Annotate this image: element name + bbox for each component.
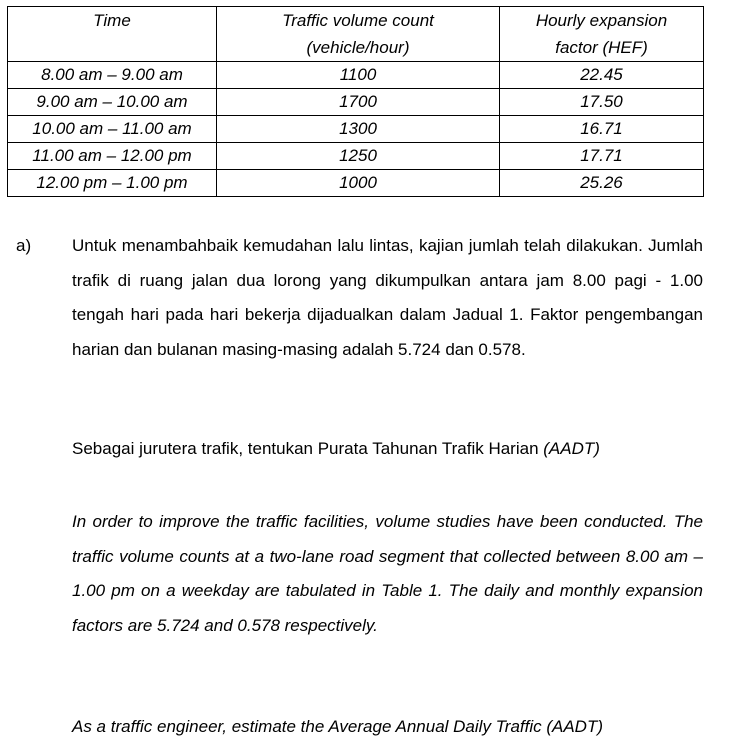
- cell-time: 12.00 pm – 1.00 pm: [8, 170, 217, 197]
- cell-volume: 1000: [217, 170, 500, 197]
- cell-volume: 1100: [217, 62, 500, 89]
- cell-volume: 1250: [217, 143, 500, 170]
- table-row: [8, 89, 704, 116]
- traffic-volume-table: [7, 6, 704, 197]
- cell-time: 11.00 am – 12.00 pm: [8, 143, 217, 170]
- header-traffic-volume: [217, 7, 500, 62]
- cell-volume: 1300: [217, 116, 500, 143]
- header-hef: [500, 7, 704, 62]
- malay-task-abbr: (AADT): [543, 439, 600, 458]
- cell-hef: 17.50: [500, 89, 704, 116]
- english-paragraph: In order to improve the traffic facilities, volume studies have been conducted. The traffic volume counts at a two-lane road segment that collected between 8.00 am – 1.00 pm on a weekday are tabulated in Table 1. The daily and monthly expansion factors are 5.724 and 0.578 respectively.: [72, 512, 703, 635]
- cell-hef: 22.45: [500, 62, 704, 89]
- table-header-row: [8, 7, 704, 62]
- table-row: [8, 116, 704, 143]
- table-row: [8, 170, 704, 197]
- header-time-line: Time: [93, 11, 131, 30]
- header-hef-line-1: Hourly expansion: [535, 11, 668, 30]
- malay-task-text: Sebagai jurutera trafik, tentukan Purata Tahunan Trafik Harian: [72, 439, 539, 458]
- cell-hef: 16.71: [500, 116, 704, 143]
- header-traffic-volume-line-1: Traffic volume count: [282, 11, 434, 30]
- cell-hef: 17.71: [500, 143, 704, 170]
- malay-paragraph: Untuk menambahbaik kemudahan lalu lintas, kajian jumlah telah dilakukan. Jumlah trafik di ruang jalan dua lorong yang dikumpulkan antara jam 8.00 pagi - 1.00 tengah hari pada hari bekerja dijadualkan dalam Jadual 1. Faktor pengembangan harian dan bulanan masing-masing adalah 5.724 dan 0.578.: [72, 236, 703, 359]
- cell-volume: 1700: [217, 89, 500, 116]
- cell-time: 10.00 am – 11.00 am: [8, 116, 217, 143]
- table-row: [8, 143, 704, 170]
- cell-hef: 25.26: [500, 170, 704, 197]
- cell-time: 8.00 am – 9.00 am: [8, 62, 217, 89]
- header-time: [8, 7, 217, 62]
- english-task: As a traffic engineer, estimate the Average Annual Daily Traffic (AADT): [72, 717, 604, 736]
- table-row: [8, 62, 704, 89]
- malay-task: [72, 432, 703, 467]
- header-hef-line-2: factor (HEF): [555, 38, 648, 57]
- question-label: a): [16, 236, 32, 255]
- header-traffic-volume-line-2: (vehicle/hour): [306, 38, 410, 57]
- cell-time: 9.00 am – 10.00 am: [8, 89, 217, 116]
